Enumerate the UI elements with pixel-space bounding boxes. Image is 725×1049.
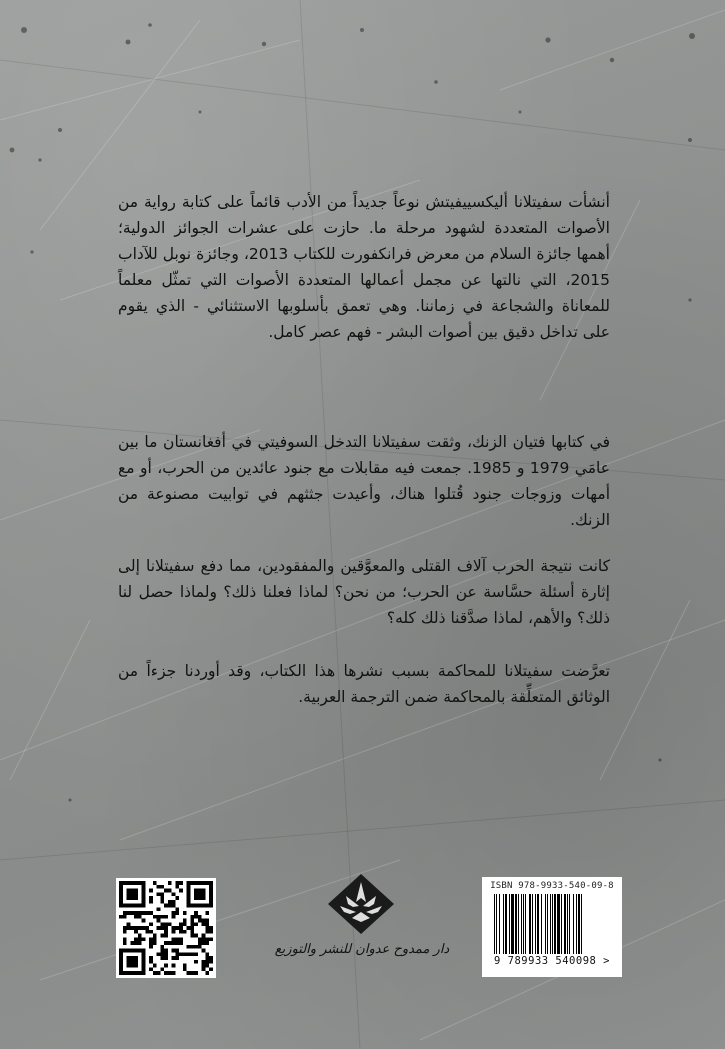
qr-code: [116, 878, 216, 978]
description-paragraph-1: أنشأت سفيتلانا أليكسييفيتش نوعاً جديداً من الأدب قائماً على كتابة رواية من الأصوات المتعددة لشهود مرحلة ما. حازت على عشرات الجوائز الدولية؛ أهمها جائزة السلام من معرض فرانكفورت للكتاب 2013، وجائزة نوبل للآداب 2015، التي نالتها عن مجمل أعمالها المتعددة الأصوات التي تمثّل معلماً للمعاناة والشجاعة في زماننا. وهي تعمق بأسلوبها الاستثنائي - الذي يقوم على تداخل دقيق بين أصوات البشر - فهم عصر كامل.: [118, 193, 610, 341]
qr-code-icon: [119, 881, 213, 975]
barcode-bars: [488, 894, 616, 954]
description-paragraph-3: كانت نتيجة الحرب آلاف القتلى والمعوَّقين والمفقودين، مما دفع سفيتلانا إلى إثارة أسئلة حسَّاسة عن الحرب؛ من نحن؟ لماذا فعلنا ذلك؟ ولماذا حصل لنا ذلك؟ والأهم، لماذا صدَّقنا ذلك كله؟: [118, 557, 610, 627]
publisher-logo: [296, 872, 426, 982]
publisher-logo-icon: [326, 872, 396, 938]
isbn-label: ISBN 978-9933-540-09-8: [490, 881, 614, 891]
isbn-barcode: [482, 877, 622, 977]
description-paragraph-2: في كتابها فتيان الزنك، وثقت سفيتلانا التدخل السوفيتي في أفغانستان ما بين عامَي 1979 و 1985. جمعت فيه مقابلات مع جنود عائدين من الحرب، أو مع أمهات وزوجات جنود قُتلوا هناك، وأعيدت جثثهم في توابيت مصنوعة من الزنك.: [118, 433, 610, 529]
description-paragraph-4: تعرَّضت سفيتلانا للمحاكمة بسبب نشرها هذا الكتاب، وقد أوردنا جزءاً من الوثائق المتعلِّقة بالمحاكمة ضمن الترجمة العربية.: [118, 662, 610, 706]
isbn-digits: 9 789933 540098 >: [494, 955, 610, 967]
publisher-name: دار ممدوح عدوان للنشر والتوزيع: [274, 942, 450, 957]
